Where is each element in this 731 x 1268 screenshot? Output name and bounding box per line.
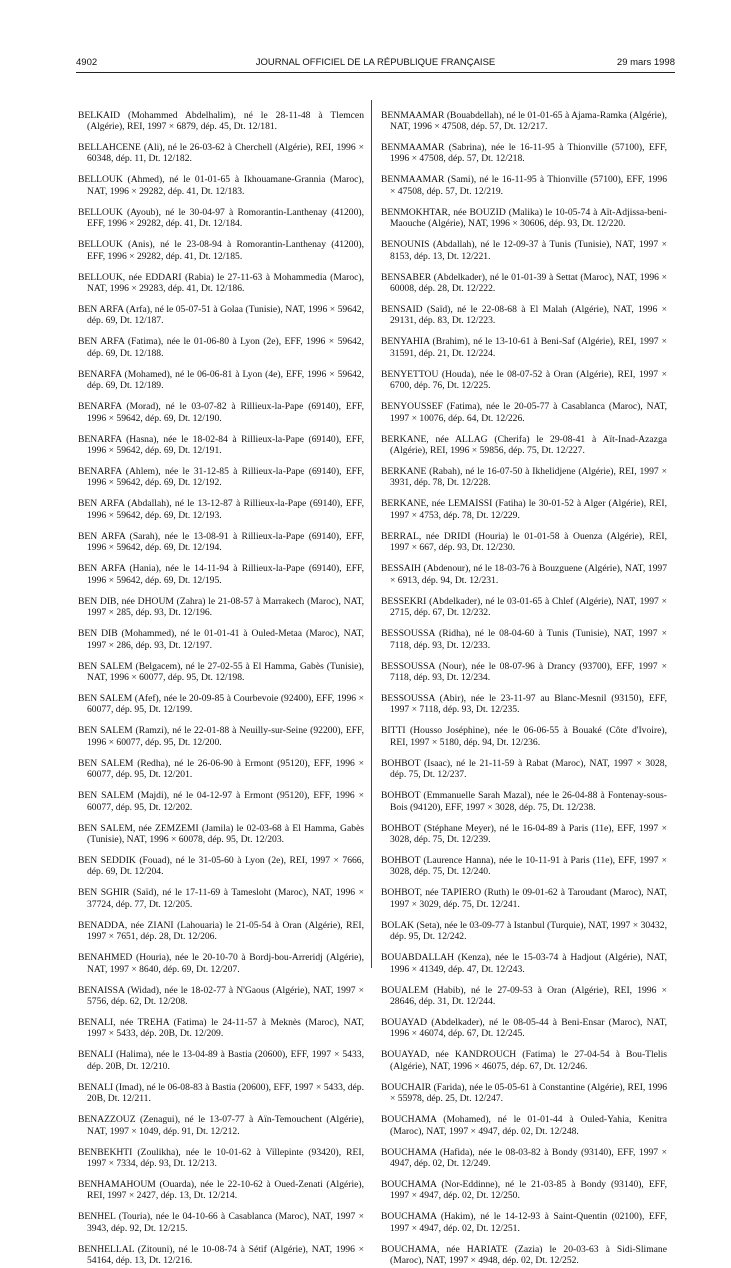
list-item: BENARFA (Hasna), née le 18-02-84 à Rillieux-la-Pape (69140), EFF, 1996 × 59642, dép. 69, Dt. 12/191.	[78, 433, 364, 457]
list-item: BELLAHCENE (Ali), né le 26-03-62 à Cherchell (Algérie), REI, 1996 × 60348, dép. 11, Dt. 12/182.	[78, 142, 364, 165]
journal-title: JOURNAL OFFICIEL DE LA RÉPUBLIQUE FRANÇAISE	[255, 57, 496, 68]
list-item: BEN ARFA (Fatima), née le 01-06-80 à Lyon (2e), EFF, 1996 × 59642, dép. 69, Dt. 12/188.	[78, 336, 364, 359]
list-item: BENMAAMAR (Bouabdellah), né le 01-01-65 à Ajama-Ramka (Algérie), NAT, 1996 × 47508, dép. 57, Dt. 12/217.	[381, 109, 667, 132]
list-item: BESSOUSSA (Ridha), né le 08-04-60 à Tunis (Tunisie), NAT, 1997 × 7118, dép. 93, Dt. 12/233.	[381, 628, 667, 651]
list-item: BENADDA, née ZIANI (Lahouaria) le 21-05-54 à Oran (Algérie), REI, 1997 × 7651, dép. 28, Dt. 12/206.	[78, 919, 364, 943]
list-item: BERRAL, née DRIDI (Houria) le 01-01-58 à Ouenza (Algérie), REI, 1997 × 667, dép. 93, Dt. 12/230.	[381, 530, 667, 554]
list-item: BEN SALEM (Redha), né le 26-06-90 à Ermont (95120), EFF, 1996 × 60077, dép. 95, Dt. 12/201.	[78, 757, 364, 781]
list-item: BELLOUK, née EDDARI (Rabia) le 27-11-63 à Mohammedia (Maroc), NAT, 1996 × 29283, dép. 41, Dt. 12/186.	[78, 271, 364, 295]
list-item: BENARFA (Mohamed), né le 06-06-81 à Lyon (4e), EFF, 1996 × 59642, dép. 69, Dt. 12/189.	[78, 368, 364, 392]
list-item: BENHAMAHOUM (Ouarda), née le 22-10-62 à Oued-Zenati (Algérie), REI, 1997 × 2427, dép. 13, Dt. 12/214.	[78, 1179, 364, 1202]
page-number: 4902	[76, 57, 98, 68]
list-item: BOHBOT (Stéphane Meyer), né le 16-04-89 à Paris (11e), EFF, 1997 × 3028, dép. 75, Dt. 12/239.	[381, 822, 667, 845]
list-item: BERKANE, née LEMAISSI (Fatiha) le 30-01-52 à Alger (Algérie), REI, 1997 × 4753, dép. 78, Dt. 12/229.	[381, 498, 667, 521]
list-item: BOLAK (Seta), née le 03-09-77 à Istanbul (Turquie), NAT, 1997 × 30432, dép. 95, Dt. 12/242.	[381, 919, 667, 943]
list-item: BESSAIH (Abdenour), né le 18-03-76 à Bouzguene (Algérie), NAT, 1997 × 6913, dép. 94, Dt. 12/231.	[381, 563, 667, 586]
list-item: BENHELLAL (Zitouni), né le 10-08-74 à Sétif (Algérie), NAT, 1996 × 54164, dép. 13, Dt. 12/216.	[78, 1243, 364, 1267]
list-item: BOUCHAMA (Hafida), née le 08-03-82 à Bondy (93140), EFF, 1997 × 4947, dép. 02, Dt. 12/249.	[381, 1146, 667, 1169]
list-item: BOUCHAIR (Farida), née le 05-05-61 à Constantine (Algérie), REI, 1996 × 55978, dép. 25, Dt. 12/247.	[381, 1081, 667, 1105]
list-item: BENAISSA (Widad), née le 18-02-77 à N'Gaous (Algérie), NAT, 1997 × 5756, dép. 62, Dt. 12/208.	[78, 984, 364, 1007]
list-item: BOUCHAMA (Nor-Eddinne), né le 21-03-85 à Bondy (93140), EFF, 1997 × 4947, dép. 02, Dt. 12/250.	[381, 1179, 667, 1202]
list-item: BERKANE, née ALLAG (Cherifa) le 29-08-41 à Aït-Inad-Azazga (Algérie), REI, 1996 × 59856, dép. 75, Dt. 12/227.	[381, 433, 667, 457]
list-item: BOHBOT (Emmanuelle Sarah Mazal), née le 26-04-88 à Fontenay-sous-Bois (94120), EFF, 1997 × 3028, dép. 75, Dt. 12/238.	[381, 790, 667, 813]
list-item: BELLOUK (Ayoub), né le 30-04-97 à Romorantin-Lanthenay (41200), EFF, 1996 × 29282, dép. 41, Dt. 12/184.	[78, 206, 364, 230]
list-item: BOUALEM (Habib), né le 27-09-53 à Oran (Algérie), REI, 1996 × 28646, dép. 31, Dt. 12/244.	[381, 984, 667, 1007]
page-header	[76, 57, 675, 71]
list-item: BEN SEDDIK (Fouad), né le 31-05-60 à Lyon (2e), REI, 1997 × 7666, dép. 69, Dt. 12/204.	[78, 854, 364, 878]
column-divider	[371, 100, 372, 968]
list-item: BENYAHIA (Brahim), né le 13-10-61 à Beni-Saf (Algérie), REI, 1997 × 31591, dép. 21, Dt. 12/224.	[381, 336, 667, 359]
list-item: BITTI (Housso Joséphine), née le 06-06-55 à Bouaké (Côte d'Ivoire), REI, 1997 × 5180, dép. 94, Dt. 12/236.	[381, 725, 667, 748]
list-item: BENALI (Imad), né le 06-08-83 à Bastia (20600), EFF, 1997 × 5433, dép. 20B, Dt. 12/211.	[78, 1081, 364, 1105]
list-item: BOUAYAD (Abdelkader), né le 08-05-44 à Beni-Ensar (Maroc), NAT, 1996 × 46074, dép. 67, Dt. 12/245.	[381, 1016, 667, 1040]
list-item: BENYETTOU (Houda), née le 08-07-52 à Oran (Algérie), REI, 1997 × 6700, dép. 76, Dt. 12/225.	[381, 368, 667, 392]
list-item: BENMOKHTAR, née BOUZID (Malika) le 10-05-74 à Aït-Adjissa-beni-Maouche (Algérie), NAT, 1996 × 30606, dép. 93, Dt. 12/220.	[381, 206, 667, 230]
list-item: BENAHMED (Houria), née le 20-10-70 à Bordj-bou-Arreridj (Algérie), NAT, 1997 × 8640, dép. 69, Dt. 12/207.	[78, 952, 364, 975]
list-item: BENSABER (Abdelkader), né le 01-01-39 à Settat (Maroc), NAT, 1996 × 60008, dép. 28, Dt. 12/222.	[381, 271, 667, 295]
list-item: BEN ARFA (Sarah), née le 13-08-91 à Rillieux-la-Pape (69140), EFF, 1996 × 59642, dép. 69, Dt. 12/194.	[78, 530, 364, 554]
list-item: BENARFA (Morad), né le 03-07-82 à Rillieux-la-Pape (69140), EFF, 1996 × 59642, dép. 69, Dt. 12/190.	[78, 401, 364, 424]
list-item: BELKAID (Mohammed Abdelhalim), né le 28-11-48 à Tlemcen (Algérie), REI, 1997 × 6879, dép. 45, Dt. 12/181.	[78, 109, 364, 132]
list-item: BENMAAMAR (Sabrina), née le 16-11-95 à Thionville (57100), EFF, 1996 × 47508, dép. 57, Dt. 12/218.	[381, 142, 667, 165]
list-item: BENALI, née TREHA (Fatima) le 24-11-57 à Meknès (Maroc), NAT, 1997 × 5433, dép. 20B, Dt. 12/209.	[78, 1016, 364, 1040]
list-item: BOHBOT, née TAPIERO (Ruth) le 09-01-62 à Taroudant (Maroc), NAT, 1997 × 3029, dép. 75, Dt. 12/241.	[381, 887, 667, 910]
list-item: BEN DIB (Mohammed), né le 01-01-41 à Ouled-Metaa (Maroc), NAT, 1997 × 286, dép. 93, Dt. 12/197.	[78, 628, 364, 651]
list-item: BEN SALEM, née ZEMZEMI (Jamila) le 02-03-68 à El Hamma, Gabès (Tunisie), NAT, 1996 × 60078, dép. 95, Dt. 12/203.	[78, 822, 364, 845]
list-item: BENSAID (Saïd), né le 22-08-68 à El Malah (Algérie), NAT, 1996 × 29131, dép. 83, Dt. 12/223.	[381, 304, 667, 327]
list-item: BOUCHAMA (Hakim), né le 14-12-93 à Saint-Quentin (02100), EFF, 1997 × 4947, dép. 02, Dt. 12/251.	[381, 1211, 667, 1234]
list-item: BEN SGHIR (Saïd), né le 17-11-69 à Tamesloht (Maroc), NAT, 1996 × 37724, dép. 77, Dt. 12/205.	[78, 887, 364, 910]
list-item: BEN ARFA (Arfa), né le 05-07-51 à Golaa (Tunisie), NAT, 1996 × 59642, dép. 69, Dt. 12/187.	[78, 304, 364, 327]
list-item: BOUABDALLAH (Kenza), née le 15-03-74 à Hadjout (Algérie), NAT, 1996 × 41349, dép. 47, Dt. 12/243.	[381, 952, 667, 975]
left-column	[78, 100, 364, 1268]
list-item: BENOUNIS (Abdallah), né le 12-09-37 à Tunis (Tunisie), NAT, 1997 × 8153, dép. 13, Dt. 12/221.	[381, 239, 667, 262]
list-item: BENAZZOUZ (Zenagui), né le 13-07-77 à Aïn-Temouchent (Algérie), NAT, 1997 × 1049, dép. 91, Dt. 12/212.	[78, 1114, 364, 1137]
list-item: BOHBOT (Isaac), né le 21-11-59 à Rabat (Maroc), NAT, 1997 × 3028, dép. 75, Dt. 12/237.	[381, 757, 667, 781]
list-item: BEN SALEM (Belgacem), né le 27-02-55 à El Hamma, Gabès (Tunisie), NAT, 1996 × 60077, dép. 95, Dt. 12/198.	[78, 660, 364, 683]
list-item: BOUAYAD, née KANDROUCH (Fatima) le 27-04-54 à Bou-Tlelis (Algérie), NAT, 1996 × 46075, dép. 67, Dt. 12/246.	[381, 1049, 667, 1072]
right-column	[381, 100, 667, 1268]
list-item: BELLOUK (Anis), né le 23-08-94 à Romorantin-Lanthenay (41200), EFF, 1996 × 29282, dép. 41, Dt. 12/185.	[78, 239, 364, 262]
list-item: BEN ARFA (Hania), née le 14-11-94 à Rillieux-la-Pape (69140), EFF, 1996 × 59642, dép. 69, Dt. 12/195.	[78, 563, 364, 586]
list-item: BOUCHAMA (Mohamed), né le 01-01-44 à Ouled-Yahia, Kenitra (Maroc), NAT, 1997 × 4947, dép. 02, Dt. 12/248.	[381, 1114, 667, 1137]
list-item: BOUCHAMA, née HARIATE (Zazia) le 20-03-63 à Sidi-Slimane (Maroc), NAT, 1997 × 4948, dép. 02, Dt. 12/252.	[381, 1243, 667, 1267]
list-item: BEN ARFA (Abdallah), né le 13-12-87 à Rillieux-la-Pape (69140), EFF, 1996 × 59642, dép. 69, Dt. 12/193.	[78, 498, 364, 521]
list-item: BEN SALEM (Afef), née le 20-09-85 à Courbevoie (92400), EFF, 1996 × 60077, dép. 95, Dt. 12/199.	[78, 692, 364, 716]
list-item: BEN DIB, née DHOUM (Zahra) le 21-08-57 à Marrakech (Maroc), NAT, 1997 × 285, dép. 93, Dt. 12/196.	[78, 595, 364, 619]
list-item: BESSOUSSA (Abir), née le 23-11-97 au Blanc-Mesnil (93150), EFF, 1997 × 7118, dép. 93, Dt. 12/235.	[381, 692, 667, 716]
issue-date: 29 mars 1998	[616, 57, 675, 68]
list-item: BEN SALEM (Majdi), né le 04-12-97 à Ermont (95120), EFF, 1996 × 60077, dép. 95, Dt. 12/202.	[78, 790, 364, 813]
list-item: BENMAAMAR (Sami), né le 16-11-95 à Thionville (57100), EFF, 1996 × 47508, dép. 57, Dt. 12/219.	[381, 174, 667, 197]
list-item: BELLOUK (Ahmed), né le 01-01-65 à Ikhouamane-Grannia (Maroc), NAT, 1996 × 29282, dép. 41, Dt. 12/183.	[78, 174, 364, 197]
list-item: BENBEKHTI (Zoulikha), née le 10-01-62 à Villepinte (93420), REI, 1997 × 7334, dép. 93, Dt. 12/213.	[78, 1146, 364, 1169]
list-item: BEN SALEM (Ramzi), né le 22-01-88 à Neuilly-sur-Seine (92200), EFF, 1996 × 60077, dép. 95, Dt. 12/200.	[78, 725, 364, 748]
list-item: BENALI (Halima), née le 13-04-89 à Bastia (20600), EFF, 1997 × 5433, dép. 20B, Dt. 12/210.	[78, 1049, 364, 1072]
list-item: BESSOUSSA (Nour), née le 08-07-96 à Drancy (93700), EFF, 1997 × 7118, dép. 93, Dt. 12/234.	[381, 660, 667, 683]
list-item: BERKANE (Rabah), né le 16-07-50 à Ikhelidjene (Algérie), REI, 1997 × 3931, dép. 78, Dt. 12/228.	[381, 466, 667, 489]
list-item: BENHEL (Touria), née le 04-10-66 à Casablanca (Maroc), NAT, 1997 × 3943, dép. 92, Dt. 12/215.	[78, 1211, 364, 1234]
list-item: BENARFA (Ahlem), née le 31-12-85 à Rillieux-la-Pape (69140), EFF, 1996 × 59642, dép. 69, Dt. 12/192.	[78, 466, 364, 489]
list-item: BOHBOT (Laurence Hanna), née le 10-11-91 à Paris (11e), EFF, 1997 × 3028, dép. 75, Dt. 12/240.	[381, 854, 667, 878]
header-rule	[76, 72, 675, 73]
list-item: BENYOUSSEF (Fatima), née le 20-05-77 à Casablanca (Maroc), NAT, 1997 × 10076, dép. 64, Dt. 12/226.	[381, 401, 667, 424]
list-item: BESSEKRI (Abdelkader), né le 03-01-65 à Chlef (Algérie), NAT, 1997 × 2715, dép. 67, Dt. 12/232.	[381, 595, 667, 619]
